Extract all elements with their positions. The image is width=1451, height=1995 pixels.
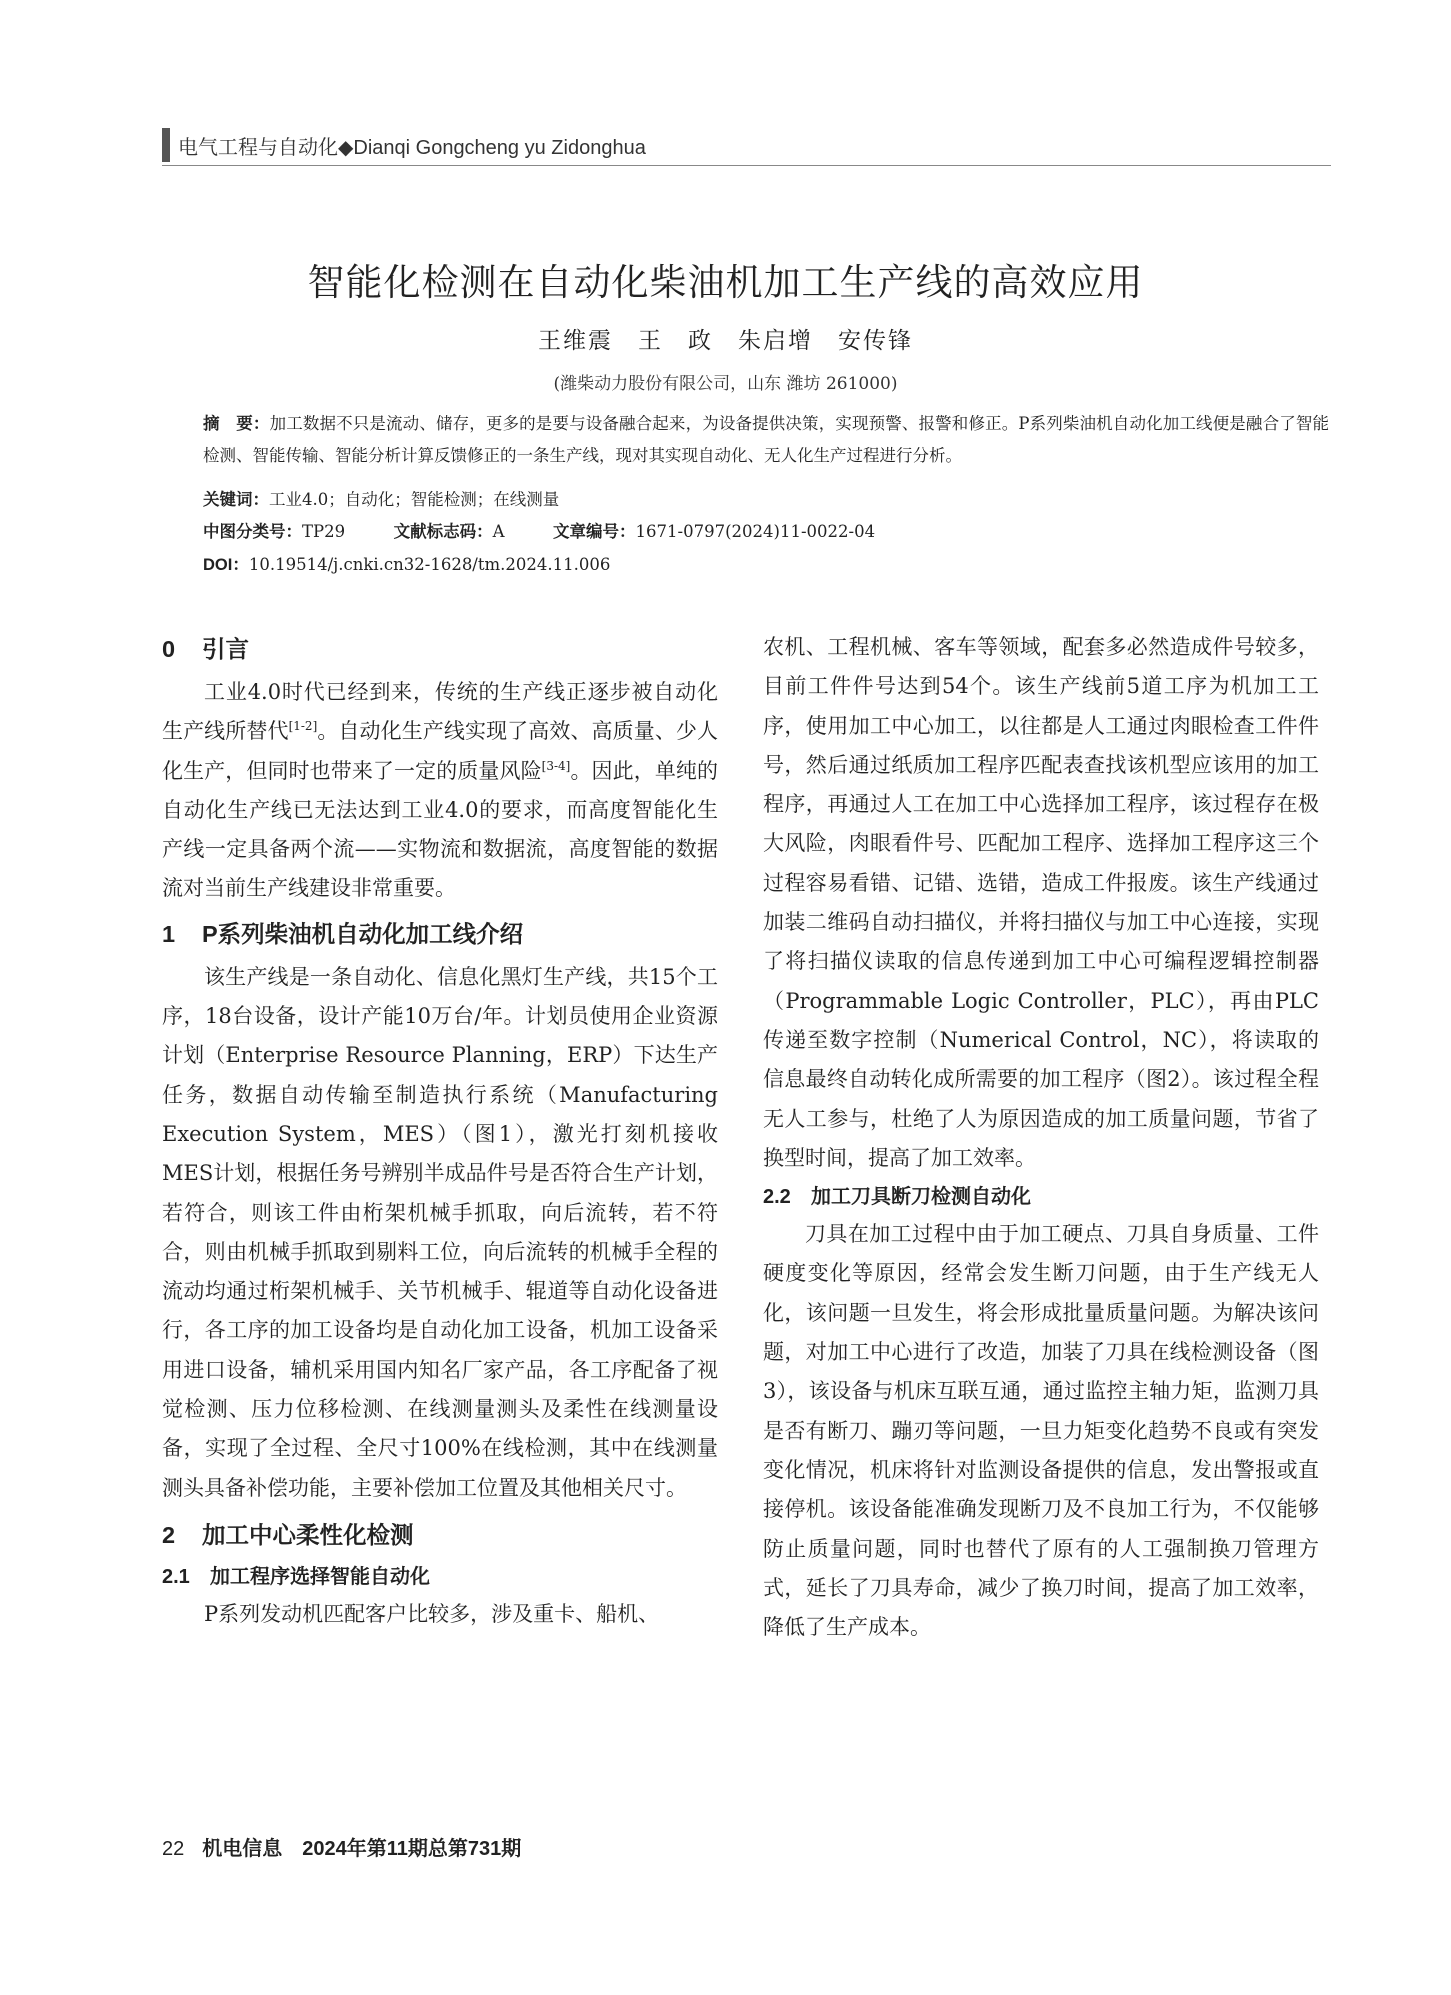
article-no-label: 文章编号： xyxy=(553,523,636,541)
subsection-heading-2-2 xyxy=(763,1179,1319,1215)
article-no-value: 1671-0797(2024)11-0022-04 xyxy=(635,522,876,541)
subsection-title: 加工程序选择智能自动化 xyxy=(210,1565,430,1588)
paragraph-introduction xyxy=(162,673,718,909)
subsection-number: 2.2 xyxy=(763,1186,791,1209)
clc-value: TP29 xyxy=(302,522,346,541)
keywords-line xyxy=(203,486,559,510)
classification-line xyxy=(203,518,875,542)
section-number: 1 xyxy=(162,920,176,947)
running-header xyxy=(162,128,646,162)
keywords-text: 工业4.0；自动化；智能检测；在线测量 xyxy=(269,490,560,509)
header-rule xyxy=(162,165,1331,166)
subsection-number: 2.1 xyxy=(162,1565,190,1588)
section-title: 加工中心柔性化检测 xyxy=(202,1521,414,1548)
section-heading-2 xyxy=(162,1516,718,1554)
keywords-label: 关键词： xyxy=(203,491,269,509)
article-title: 智能化检测在自动化柴油机加工生产线的高效应用 xyxy=(307,262,1144,303)
paragraph-line-intro: 该生产线是一条自动化、信息化黑灯生产线，共15个工序，18台设备，设计产能10万台/年。计划员使用企业资源计划（Enterprise Resource Planning，ERP）下达生产任务，数据自动传输至制造执行系统（Manufacturing Execution System，MES）（图1），激光打刻机接收MES计划，根据任务号辨别半成品件号是否符合生产计划，若符合，则该工件由桁架机械手抓取，向后流转，若不符合，则由机械手抓取到剔料工位，向后流转的机械手全程的流动均通过桁架机械手、关节机械手、辊道等自动化设备进行，各工序的加工设备均是自动化加工设备，机加工设备采用进口设备，辅机采用国内知名厂家产品，各工序配备了视觉检测、压力位移检测、在线测量测头及柔性在线测量设备，实现了全过程、全尺寸100%在线检测，其中在线测量测头具备补偿功能，主要补偿加工位置及其他相关尺寸。 xyxy=(162,964,718,1500)
doi-value: 10.19514/j.cnki.cn32-1628/tm.2024.11.006 xyxy=(248,555,611,574)
header-marker-bar xyxy=(162,128,170,162)
subsection-title: 加工刀具断刀检测自动化 xyxy=(811,1186,1031,1209)
section-number: 0 xyxy=(162,636,176,662)
section-title: P系列柴油机自动化加工线介绍 xyxy=(202,920,524,947)
page-footer xyxy=(162,1832,521,1861)
doc-code-value: A xyxy=(492,522,505,541)
citation: [3-4] xyxy=(541,758,571,773)
doi-label: DOI： xyxy=(203,556,249,574)
citation: [1-2] xyxy=(288,719,318,734)
clc-label: 中图分类号： xyxy=(203,523,302,541)
text-run: 。因此，单纯的自动化生产线已无法达到工业4.0的要求，而高度智能化生产线一定具备两个流——实物流和数据流，高度智能的数据流对当前生产线建设非常重要。 xyxy=(162,758,719,901)
paragraph-program-selection-cont: 农机、工程机械、客车等领域，配套多必然造成件号较多，目前工件件号达到54个。该生产线前5道工序为机加工工序，使用加工中心加工，以往都是人工通过肉眼检查工件件号，然后通过纸质加工程序匹配表查找该机型应该用的加工程序，再通过人工在加工中心选择加工程序，该过程存在极大风险，肉眼看件号、匹配加工程序、选择加工程序这三个过程容易看错、记错、选错，造成工件报废。该生产线通过加装二维码自动扫描仪，并将扫描仪与加工中心连接，实现了将扫描仪读取的信息传递到加工中心可编程逻辑控制器（Programmable Logic Controller，PLC），再由PLC传递至数字控制（Numerical Control，NC），将读取的信息最终自动转化成所需要的加工程序（图2）。该过程全程无人工参与，杜绝了人为原因造成的加工质量问题，节省了换型时间，提高了加工效率。 xyxy=(763,635,1319,1170)
text-run: 。自动化生产线实现了高效、高质量、少人化生产，但同时也带来了一定的质量风险 xyxy=(162,719,719,783)
journal-issue: 机电信息 2024年第11期总第731期 xyxy=(202,1838,522,1860)
section-number: 2 xyxy=(162,1521,176,1548)
right-column xyxy=(763,628,1319,1647)
running-title: 电气工程与自动化◆Dianqi Gongcheng yu Zidonghua xyxy=(178,136,646,159)
paragraph-tool-breakage: 刀具在加工过程中由于加工硬点、刀具自身质量、工件硬度变化等原因，经常会发生断刀问题，由于生产线无人化，该问题一旦发生，将会形成批量质量问题。为解决该问题，对加工中心进行了改造，加装了刀具在线检测设备（图3），该设备与机床互联互通，通过监控主轴力矩，监测刀具是否有断刀、蹦刃等问题，一旦力矩变化趋势不良或有突发变化情况，机床将针对监测设备提供的信息，发出警报或直接停机。该设备能准确发现断刀及不良加工行为，不仅能够防止质量问题，同时也替代了原有的人工强制换刀管理方式，延长了刀具寿命，减少了换刀时间，提高了加工效率，降低了生产成本。 xyxy=(763,1222,1319,1640)
abstract xyxy=(203,408,1329,471)
section-heading-1 xyxy=(162,915,718,953)
section-heading-0 xyxy=(162,630,718,668)
doc-code-label: 文献标志码： xyxy=(393,523,493,541)
doi-line xyxy=(203,551,610,575)
abstract-label: 摘 要： xyxy=(203,415,270,433)
text-run: 工业4.0时代已经到来，传统的生产线正逐步被自动化生产线所替代 xyxy=(162,680,718,744)
left-column xyxy=(162,628,718,1634)
abstract-text: 加工数据不只是流动、储存，更多的是要与设备融合起来，为设备提供决策，实现预警、报警和修正。P系列柴油机自动化加工线便是融合了智能检测、智能传输、智能分析计算反馈修正的一条生产线，现对其实现自动化、无人化生产过程进行分析。 xyxy=(203,414,1329,465)
article-affiliation: (潍柴动力股份有限公司，山东 潍坊 261000) xyxy=(553,374,898,394)
page-number: 22 xyxy=(162,1838,185,1860)
section-title: 引言 xyxy=(202,636,249,662)
subsection-heading-2-1 xyxy=(162,1559,718,1595)
paragraph-program-selection-start: P系列发动机匹配客户比较多，涉及重卡、船机、 xyxy=(204,1601,660,1626)
article-authors: 王维震 王 政 朱启增 安传锋 xyxy=(538,328,913,354)
